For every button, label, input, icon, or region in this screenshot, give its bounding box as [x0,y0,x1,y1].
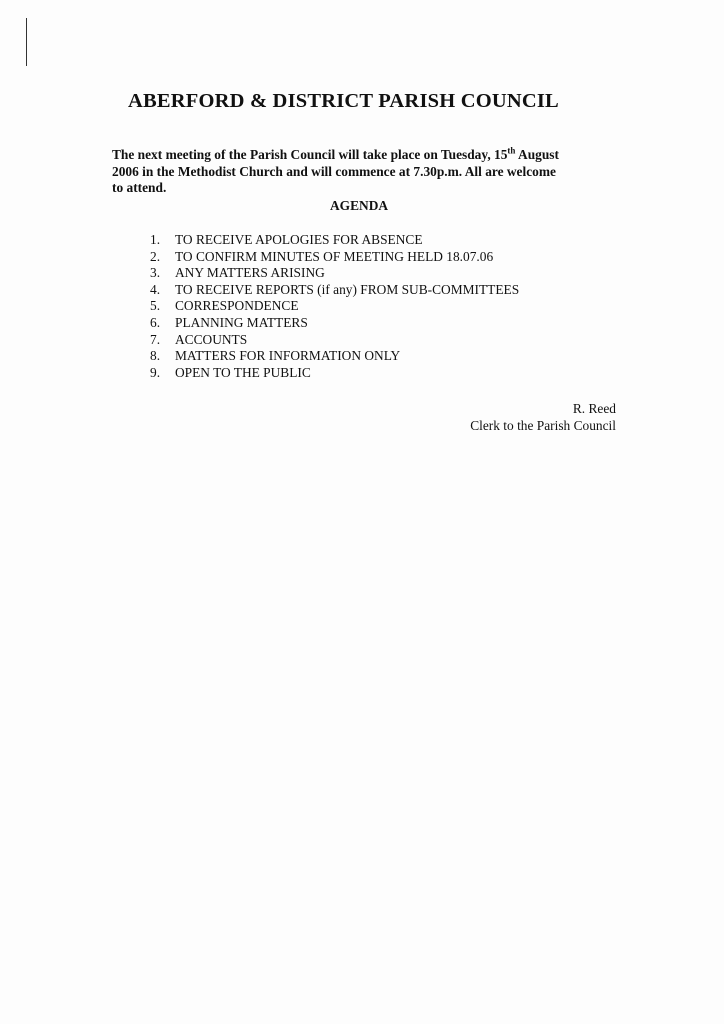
agenda-item-number: 1. [150,232,161,247]
agenda-item-text: PLANNING MATTERS [175,314,308,330]
agenda-item-number: 8. [150,348,161,364]
agenda-item-text: TO CONFIRM MINUTES OF MEETING HELD 18.07.06 [175,248,494,264]
agenda-item-number: 6. [150,314,161,330]
agenda-item-text: MATTERS FOR INFORMATION ONLY [175,348,401,364]
document-title: ABERFORD & DISTRICT PARISH COUNCIL [128,90,559,112]
agenda-item [150,232,519,249]
agenda-item [150,249,519,266]
agenda-item [150,265,519,282]
agenda-item-number: 5. [150,298,161,314]
agenda-item [150,365,519,382]
notice-line-3: to attend. [112,180,167,196]
agenda-item-text: ANY MATTERS ARISING [175,265,325,281]
meeting-notice [112,147,622,197]
agenda-item [150,282,519,299]
agenda-item-number: 9. [150,364,161,380]
signatory-name: R. Reed [572,401,616,416]
agenda-item-text: ACCOUNTS [175,331,248,347]
signatory-role: Clerk to the Parish Council [470,418,616,433]
agenda-heading: AGENDA [330,198,389,213]
agenda-item-number: 2. [150,248,161,264]
agenda-list [150,232,519,381]
notice-line-1-month: August [515,147,559,162]
agenda-item-number: 4. [150,281,161,297]
agenda-item-text: OPEN TO THE PUBLIC [175,364,311,380]
notice-line-1-text: The next meeting of the Parish Council will take place on Tuesday, 15 [112,147,508,162]
agenda-item-number: 3. [150,265,161,281]
agenda-item-text: TO RECEIVE REPORTS (if any) FROM SUB-COMMITTEES [175,281,520,297]
agenda-item [150,298,519,315]
notice-line-1 [112,147,622,164]
agenda-item [150,315,519,332]
notice-line-2: 2006 in the Methodist Church and will commence at 7.30p.m. All are welcome [112,163,556,179]
agenda-item-text: TO RECEIVE APOLOGIES FOR ABSENCE [175,232,423,247]
signature-block [470,400,616,434]
agenda-item-text: CORRESPONDENCE [175,298,299,314]
agenda-item-number: 7. [150,331,161,347]
margin-mark [26,18,27,66]
agenda-item [150,332,519,349]
agenda-item [150,348,519,365]
date-ordinal-suffix: th [507,145,516,156]
